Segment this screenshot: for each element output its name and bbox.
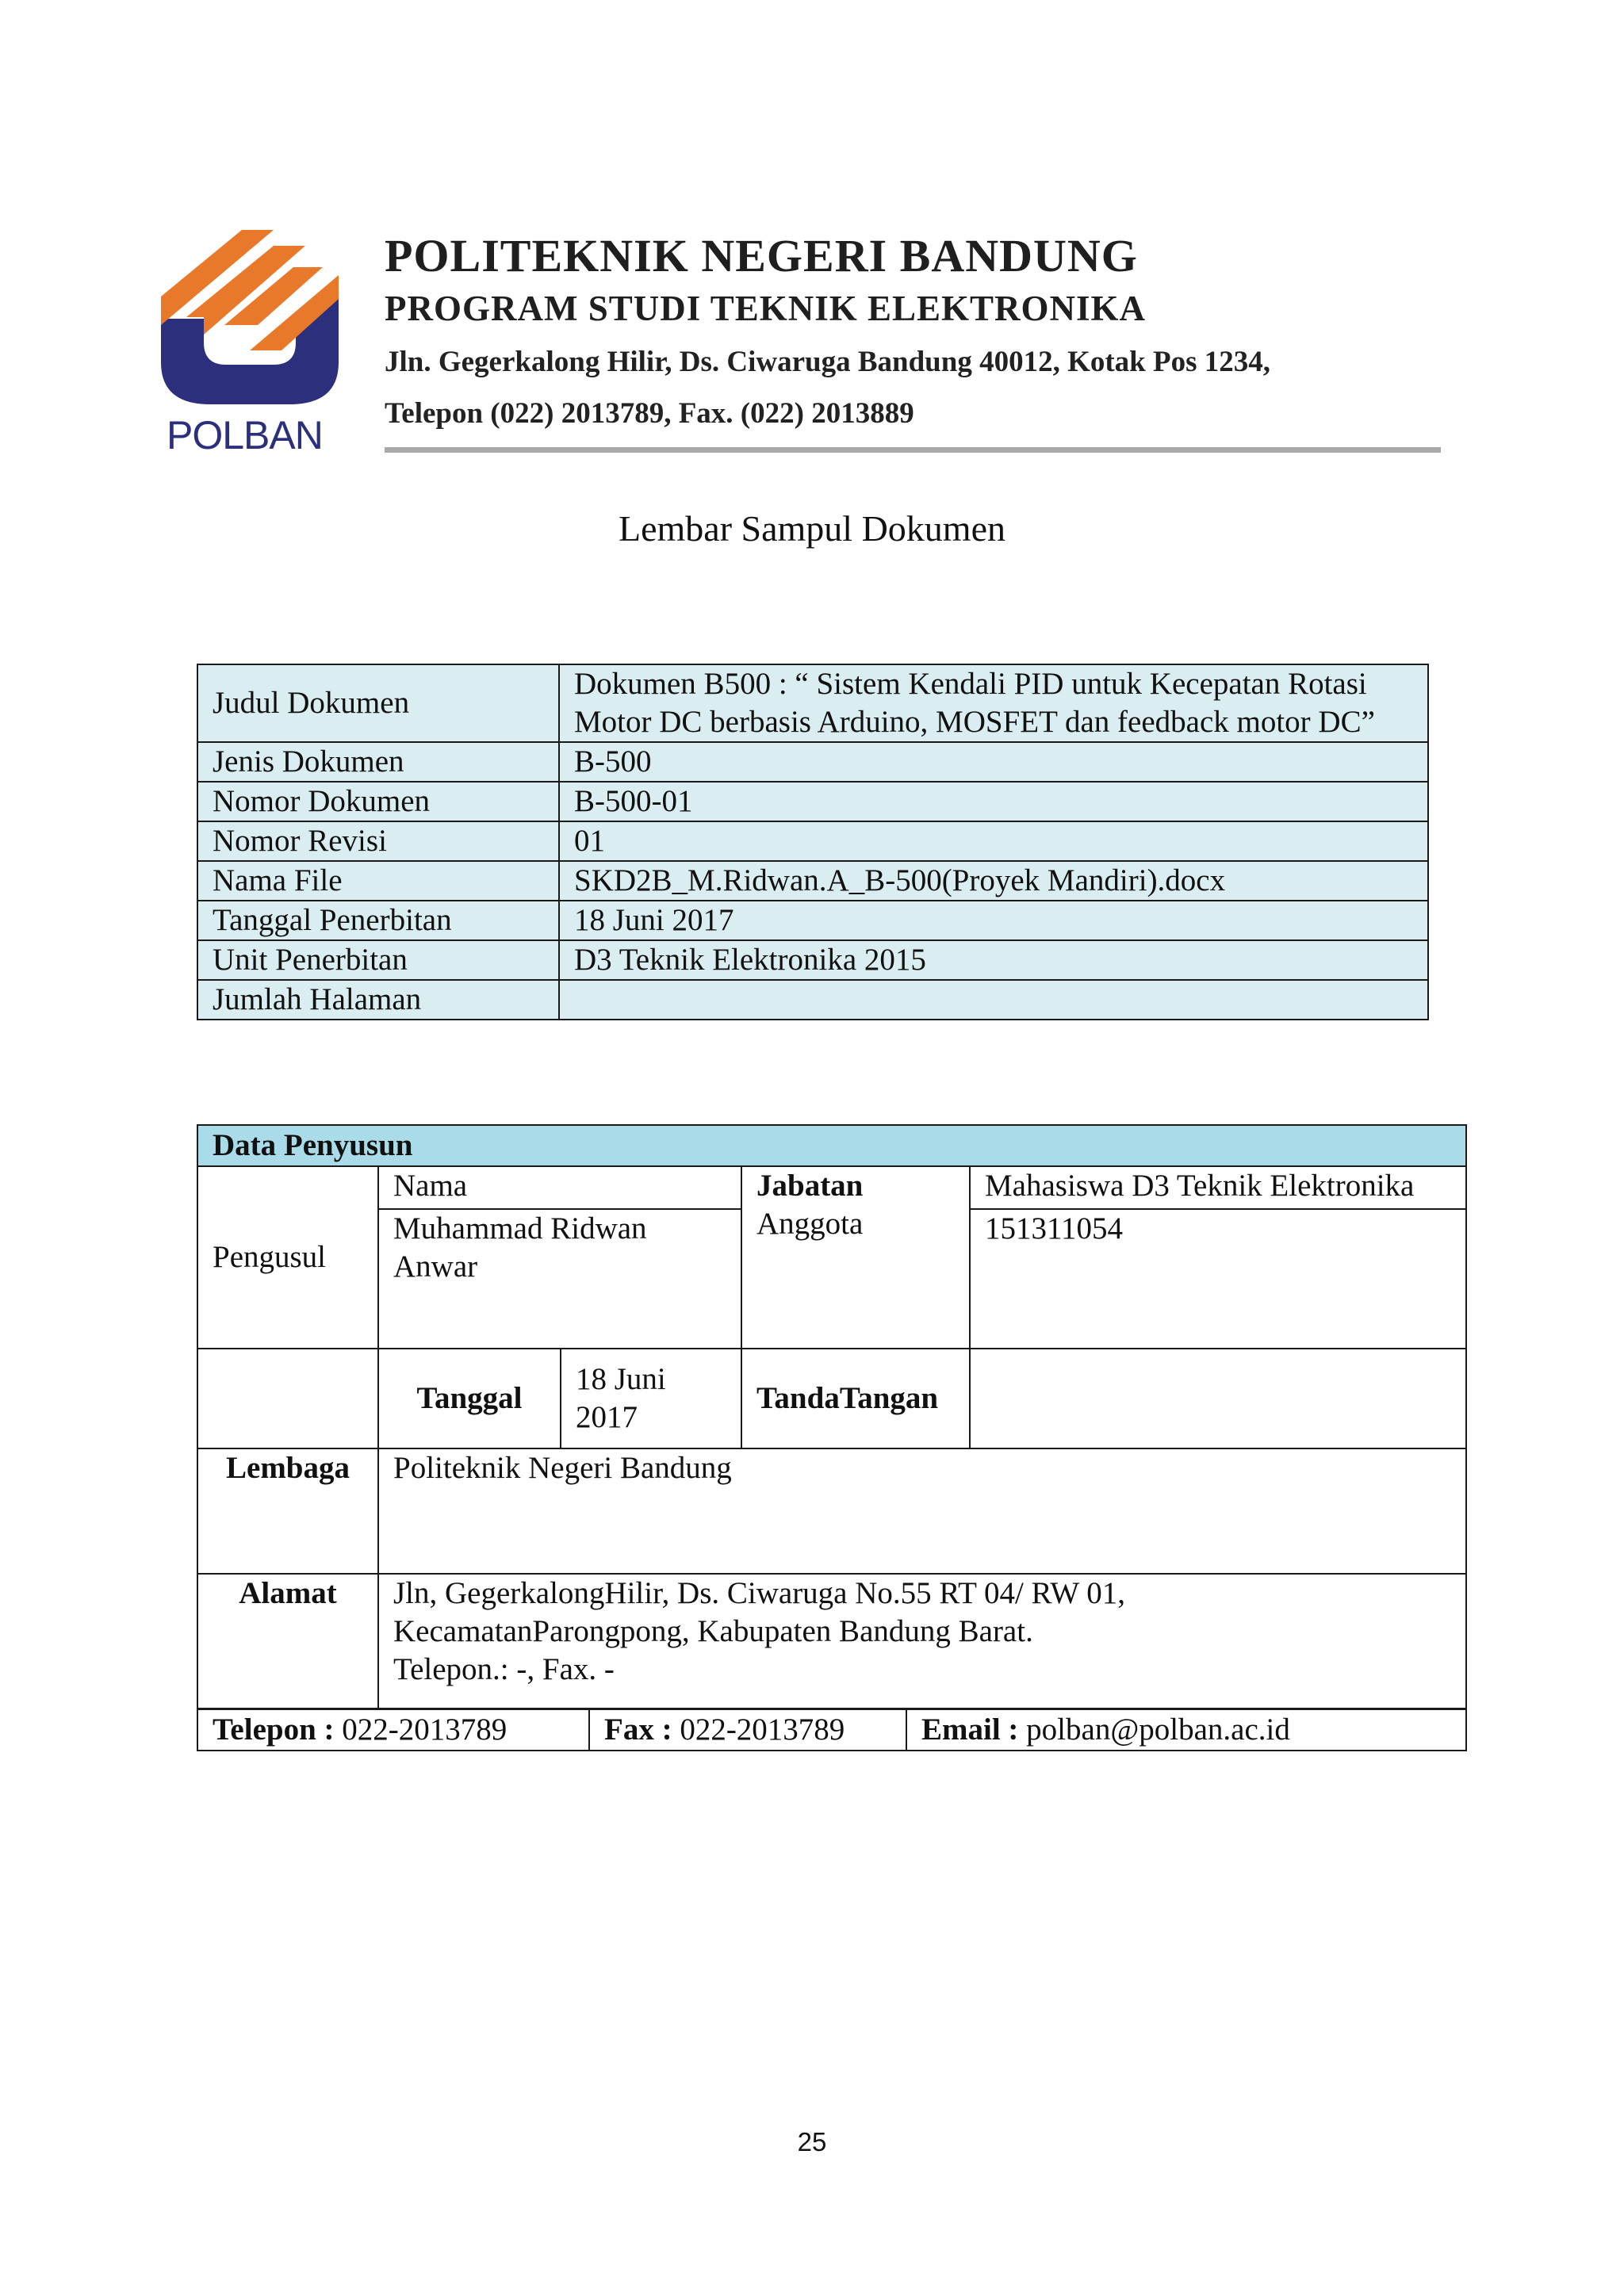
row-value: 18 Juni 2017: [559, 901, 1428, 940]
table-row: [197, 1349, 1466, 1448]
header-divider: [385, 447, 1441, 453]
ttd-value: [970, 1349, 1466, 1448]
tanggal-value: 18 Juni 2017: [561, 1349, 741, 1448]
lembaga-label: Lembaga: [197, 1448, 378, 1574]
status-value: Mahasiswa D3 Teknik Elektronika: [970, 1166, 1466, 1209]
row-label: Tanggal Penerbitan: [197, 901, 559, 940]
lembaga-value: Politeknik Negeri Bandung: [378, 1448, 1466, 1574]
row-label: Judul Dokumen: [197, 664, 559, 742]
institution-address: Jln. Gegerkalong Hilir, Ds. Ciwaruga Bandung 40012, Kotak Pos 1234,: [385, 346, 1270, 378]
email-cell: [906, 1709, 1466, 1751]
table-row: [197, 821, 1428, 861]
table-row: [197, 1448, 1466, 1574]
telepon-cell: [197, 1709, 589, 1751]
logo-wordmark: POLBAN: [167, 413, 323, 457]
table-row: [197, 1166, 1466, 1209]
nama-value: Muhammad Ridwan Anwar: [378, 1209, 741, 1349]
table-row: [197, 980, 1428, 1020]
fax-cell: [589, 1709, 906, 1751]
page-number: 25: [797, 2127, 827, 2156]
alamat-line: Jln, GegerkalongHilir, Ds. Ciwaruga No.55 RT 04/ RW 01,: [393, 1576, 1125, 1610]
alamat-label: Alamat: [197, 1574, 378, 1709]
page-title: Lembar Sampul Dokumen: [618, 508, 1005, 549]
row-label: Nomor Revisi: [197, 821, 559, 861]
row-label: Jumlah Halaman: [197, 980, 559, 1020]
fax-label: Fax :: [604, 1712, 672, 1747]
telepon-value: 022-2013789: [342, 1712, 508, 1747]
table-row: [197, 940, 1428, 980]
telepon-label: Telepon :: [213, 1712, 335, 1747]
letterhead: [385, 228, 1447, 439]
row-value: B-500-01: [559, 782, 1428, 821]
program-name: PROGRAM STUDI TEKNIK ELEKTRONIKA: [385, 289, 1147, 328]
table-row: [197, 1125, 1466, 1166]
jabatan-cell: [741, 1166, 970, 1349]
table-row: [197, 861, 1428, 901]
row-value: SKD2B_M.Ridwan.A_B-500(Proyek Mandiri).docx: [559, 861, 1428, 901]
document-info-table: [197, 664, 1429, 1020]
section-heading: Data Penyusun: [197, 1125, 1466, 1166]
row-label: Jenis Dokumen: [197, 742, 559, 782]
table-row: [197, 1574, 1466, 1709]
email-label: Email :: [921, 1712, 1019, 1747]
alamat-value: [378, 1574, 1466, 1709]
nama-label: Nama: [378, 1166, 741, 1209]
pengusul-label: Pengusul: [197, 1166, 378, 1349]
email-value: polban@polban.ac.id: [1026, 1712, 1290, 1747]
institution-contact: Telepon (022) 2013789, Fax. (022) 2013889: [385, 397, 914, 430]
nim-value: 151311054: [970, 1209, 1466, 1349]
row-value: [559, 980, 1428, 1020]
row-label: Nama File: [197, 861, 559, 901]
table-row: [197, 742, 1428, 782]
row-value: D3 Teknik Elektronika 2015: [559, 940, 1428, 980]
table-row: [197, 901, 1428, 940]
table-row: [197, 664, 1428, 742]
row-label: Nomor Dokumen: [197, 782, 559, 821]
alamat-line: Telepon.: -, Fax. -: [393, 1652, 615, 1686]
row-value: B-500: [559, 742, 1428, 782]
row-value: Dokumen B500 : “ Sistem Kendali PID untuk Kecepatan Rotasi Motor DC berbasis Arduino, MOSFET dan feedback motor DC”: [559, 664, 1428, 742]
alamat-line: KecamatanParongpong, Kabupaten Bandung Barat.: [393, 1614, 1033, 1648]
penyusun-table: [197, 1124, 1467, 1709]
empty-cell: [197, 1349, 378, 1448]
ttd-label: TandaTangan: [741, 1349, 970, 1448]
jabatan-value: Anggota: [756, 1207, 864, 1241]
fax-value: 022-2013789: [680, 1712, 845, 1747]
institution-name: POLITEKNIK NEGERI BANDUNG: [385, 230, 1138, 281]
row-label: Unit Penerbitan: [197, 940, 559, 980]
tanggal-label: Tanggal: [378, 1349, 561, 1448]
table-row: [197, 782, 1428, 821]
row-value: 01: [559, 821, 1428, 861]
contact-table: [197, 1709, 1467, 1751]
jabatan-label: Jabatan: [756, 1169, 864, 1203]
table-row: [197, 1709, 1466, 1751]
